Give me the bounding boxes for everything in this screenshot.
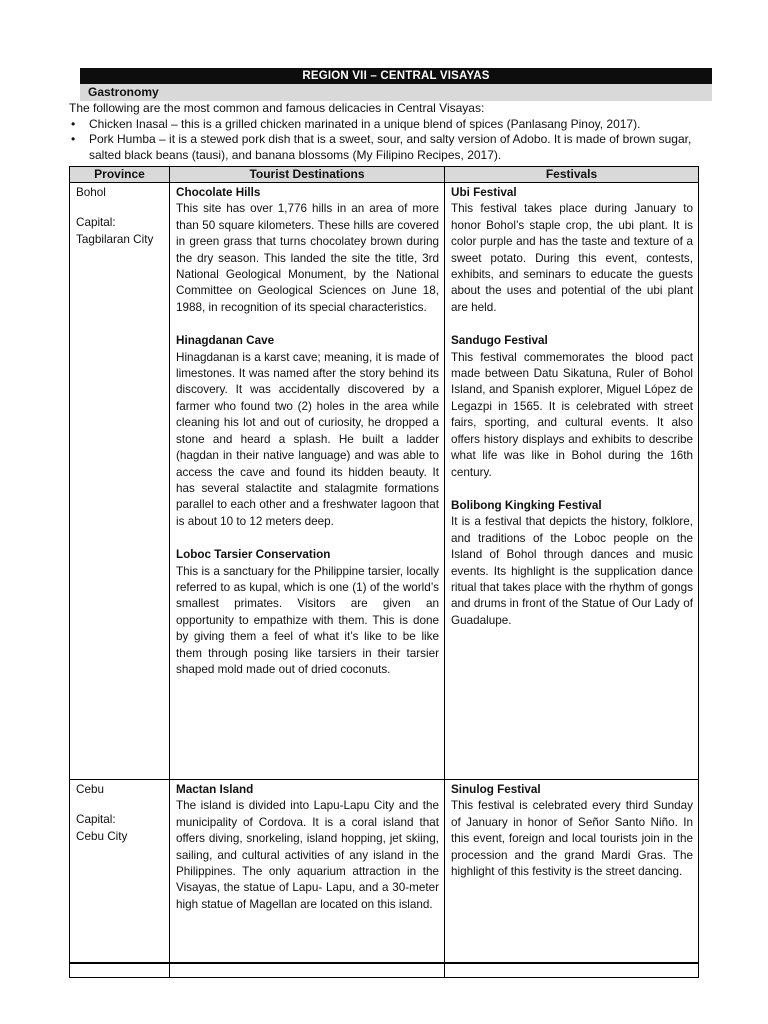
province-cell: [70, 780, 170, 978]
festival-text: This festival is celebrated every third Sunday of January in honor of Señor Santo Niño. In this event, foreign and local tourists join in the procession and the grand Mardi Gras. The highlight of this festivity is the street dancing.: [451, 799, 693, 879]
list-item: • Pork Humba – it is a stewed pork dish that is a sweet, sour, and salty version of Adobo. It is made of brown sugar, salted black beans (tausi), and banana blossoms (My Filipino Recipes, 2017).: [71, 132, 692, 162]
festival-title: Ubi Festival: [451, 186, 517, 199]
festival-item: [451, 333, 693, 481]
section-title: Gastronomy: [80, 84, 712, 101]
festivals-cell: [445, 780, 699, 978]
header-province: Province: [70, 167, 170, 183]
festival-item: [451, 782, 693, 880]
destination-title: Chocolate Hills: [176, 186, 261, 199]
intro-text: The following are the most common and famous delicacies in Central Visayas:: [69, 101, 485, 115]
destination-item: [176, 185, 439, 316]
header-destinations: Tourist Destinations: [170, 167, 445, 183]
list-item: • Chicken Inasal – this is a grilled chicken marinated in a unique blend of spices (Panlasang Pinoy, 2017).: [71, 116, 641, 131]
destinations-cell: [170, 780, 445, 978]
bullet-icon: •: [71, 132, 76, 146]
province-name: Cebu: [76, 783, 104, 796]
destination-item: [176, 782, 439, 913]
bottom-rule: [69, 962, 699, 964]
table-row: [70, 780, 699, 978]
festival-text: This festival commemorates the blood pact made between Datu Sikatuna, Ruler of Bohol Island, and Spanish explorer, Miguel López de Legazpi in 1565. It is celebrated with street fairs, sporting, and cultural events. It also offers history displays and exhibits to describe what life was like in Bohol during the 16th century.: [451, 350, 693, 479]
festival-title: Sandugo Festival: [451, 334, 548, 348]
table-row: [70, 183, 699, 780]
festival-title: Sinulog Festival: [451, 783, 541, 796]
festival-title: Bolibong Kingking Festival: [451, 498, 602, 512]
delicacy-list: [69, 117, 709, 164]
capital-label: Capital:: [76, 813, 116, 827]
bullet-icon: •: [71, 116, 76, 131]
capital-name: Cebu City: [76, 829, 128, 843]
destination-title: Loboc Tarsier Conservation: [176, 548, 331, 562]
festival-text: It is a festival that depicts the history, folklore, and traditions of the Loboc people on the Island of Bohol through dances and music events. Its highlight is the supplication dance ritual that takes place with the rhythm of gongs and drums in front of the Statue of Our Lady of Guadalupe.: [451, 515, 693, 627]
header-festivals: Festivals: [445, 167, 699, 183]
table-header-row: [70, 167, 699, 183]
capital-label: Capital:: [76, 216, 116, 230]
province-name: Bohol: [76, 186, 106, 199]
destination-text: This site has over 1,776 hills in an area of more than 50 square kilometers. These hills are covered in green grass that turns chocolatey brown during the dry season. This landed the site the title, 3rd National Geological Monument, by the National Committee on Geological Sciences on June 18, 1988, in recognition of its special characteristics.: [176, 202, 439, 314]
destination-text: Hinagdanan is a karst cave; meaning, it is made of limestones. It was named after the story behind its discovery. It was accidentally discovered by a farmer who found two (2) holes in the area while cleaning his lot and out of curiosity, he dropped a stone and heard a splash. He built a ladder (hagdan in their native language) and was able to access the cave and found its hidden beauty. It has several stalactite and stalagmite formations parallel to each other and a freshwater lagoon that is about 10 to 12 meters deep.: [176, 350, 439, 528]
destination-item: [176, 547, 439, 678]
destination-text: The island is divided into Lapu-Lapu City and the municipality of Cordova. It is a coral island that offers diving, snorkeling, island hopping, jet skiing, sailing, and cultural activities of any island in the Philippines. The only aquarium attraction in the Visayas, the statue of Lapu- Lapu, and a 30-meter high statue of Magellan are located on this island.: [176, 799, 439, 911]
destination-title: Mactan Island: [176, 783, 254, 796]
destination-title: Hinagdanan Cave: [176, 334, 275, 348]
province-cell: [70, 183, 170, 780]
tourism-table: [69, 166, 699, 978]
festival-text: This festival takes place during January to honor Bohol’s staple crop, the ubi plant. It is color purple and has the taste and texture of a sweet potato. During this event, contests, exhibits, and seminars to educate the guests about the uses and potential of the ubi plant are held.: [451, 202, 693, 314]
festival-item: [451, 498, 693, 629]
region-title: REGION VII – CENTRAL VISAYAS: [80, 68, 712, 84]
festivals-cell: [445, 183, 699, 780]
destinations-cell: [170, 183, 445, 780]
capital-name: Tagbilaran City: [76, 232, 154, 246]
destination-text: This is a sanctuary for the Philippine tarsier, locally referred to as kupal, which is one (1) of the world’s smallest primates. Visitors are given an opportunity to empathize with them. This is done by giving them a feel of what it’s like to be like them through posing like tarsiers in their tarsier shaped mold made out of dried coconuts.: [176, 564, 439, 676]
gastronomy-intro: [69, 101, 709, 163]
destination-item: [176, 333, 439, 530]
festival-item: [451, 185, 693, 316]
